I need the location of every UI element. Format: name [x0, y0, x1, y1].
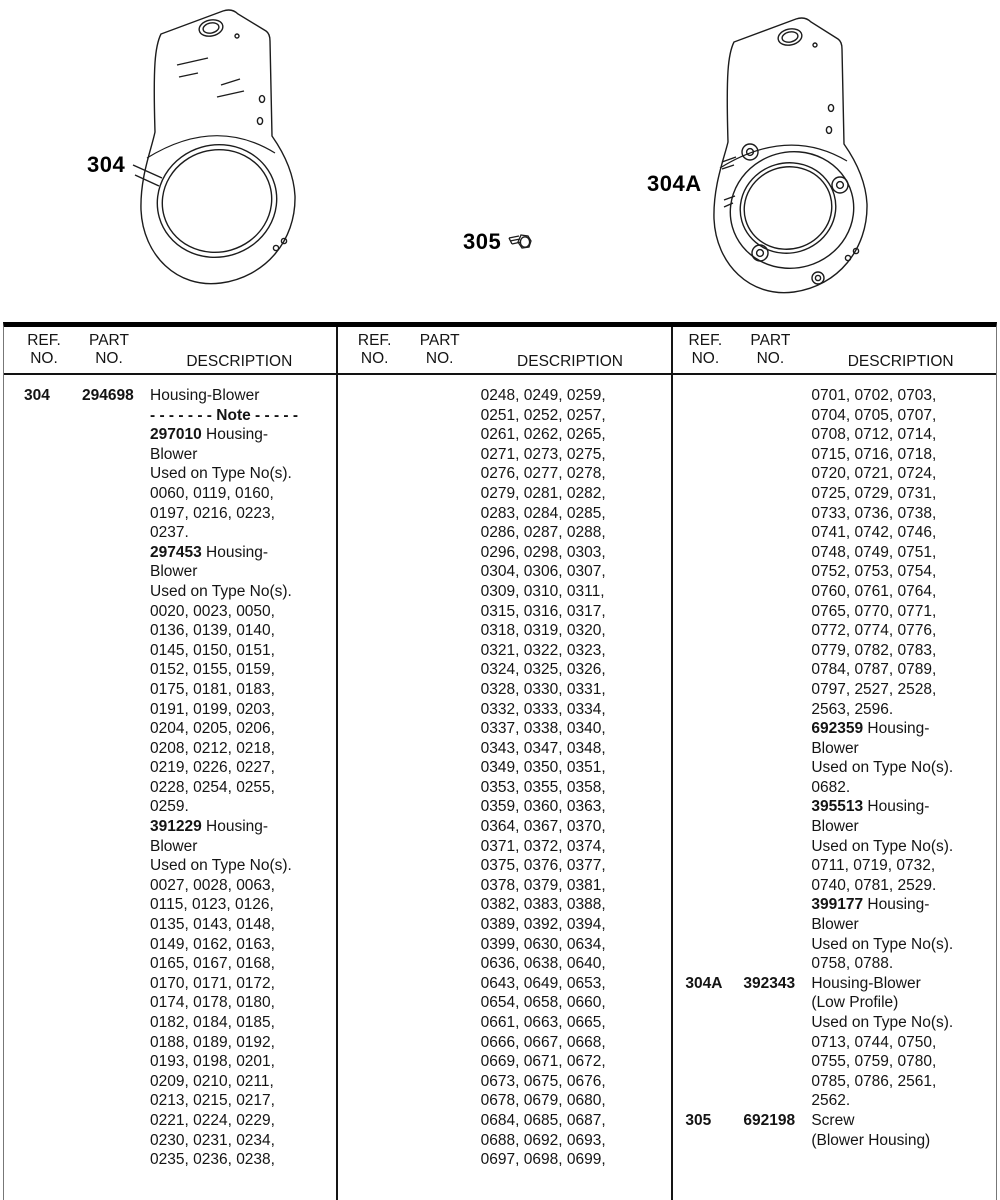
description-line: 0135, 0143, 0148,	[150, 916, 275, 934]
description-line: Used on Type No(s).	[150, 857, 292, 875]
screw-icon	[506, 231, 534, 255]
description-line: 2563, 2596.	[811, 700, 894, 718]
description-line: 0149, 0162, 0163,	[150, 935, 275, 953]
description-line: Used on Type No(s).	[811, 1014, 954, 1031]
description-line: 0784, 0787, 0789,	[811, 661, 937, 679]
description-line: Used on Type No(s).	[150, 465, 292, 483]
table-column-2	[335, 375, 666, 1200]
table-column-1	[4, 375, 335, 1200]
description-line: 0378, 0379, 0381,	[480, 876, 606, 894]
description-line: 0704, 0705, 0707,	[811, 406, 937, 424]
description-line: 0170, 0171, 0172,	[150, 974, 275, 992]
ref-no-cell	[355, 386, 413, 1170]
description-line: 0193, 0198, 0201,	[150, 1053, 275, 1071]
description-line: 0701, 0702, 0703,	[811, 387, 937, 404]
description-line: 0283, 0284, 0285,	[480, 504, 606, 522]
description-line: 0741, 0742, 0746,	[811, 524, 937, 542]
description-line: 0235, 0236, 0238,	[150, 1151, 275, 1169]
description-line: Screw	[811, 1111, 855, 1129]
description-line: 0785, 0786, 2561,	[811, 1072, 937, 1090]
table-column-divider	[671, 327, 673, 1200]
ref-no-header: REF. NO.	[357, 332, 392, 367]
description-line: 0328, 0330, 0331,	[480, 680, 606, 698]
description-line: Used on Type No(s).	[150, 582, 292, 600]
description-line: 0661, 0663, 0665,	[480, 1014, 606, 1031]
ref-no-cell	[685, 386, 743, 974]
table-row	[665, 1111, 996, 1150]
description-line: 0175, 0181, 0183,	[150, 680, 275, 698]
blower-housing-304a-figure	[700, 10, 895, 305]
description-line: 0752, 0753, 0754,	[811, 563, 937, 581]
description-line: Blower	[811, 739, 859, 757]
table-column-3	[665, 375, 996, 1200]
ref-no-header: REF. NO.	[27, 332, 61, 367]
part-no-header: PART NO.	[750, 332, 791, 367]
table-header-group	[335, 327, 666, 373]
table-column-divider	[336, 327, 338, 1200]
table-row	[665, 974, 996, 1111]
description-line: 2562.	[811, 1092, 851, 1110]
ref-no-cell: 304	[24, 387, 50, 404]
description-line: 0209, 0210, 0211,	[150, 1072, 274, 1090]
description-line: 0760, 0761, 0764,	[811, 582, 937, 600]
description-line: 0259.	[150, 798, 189, 816]
description-line: Blower	[150, 563, 198, 581]
part-label-304a: 304A	[647, 171, 702, 196]
description-line: 0315, 0316, 0317,	[480, 602, 606, 620]
description-line: 0343, 0347, 0348,	[480, 739, 606, 757]
description-line: 0237.	[150, 524, 189, 542]
description-line: 0779, 0782, 0783,	[811, 641, 937, 659]
description-line: 0353, 0355, 0358,	[480, 778, 606, 796]
description-line: 0740, 0781, 2529.	[811, 876, 937, 894]
description-cell	[811, 974, 996, 1111]
description-line: 0145, 0150, 0151,	[150, 641, 275, 659]
description-line: 0318, 0319, 0320,	[480, 622, 606, 640]
description-line: 0748, 0749, 0751,	[811, 543, 937, 561]
table-header-group	[665, 327, 996, 373]
description-line: 0399, 0630, 0634,	[480, 935, 606, 953]
description-line: 399177 Housing-	[811, 896, 930, 914]
description-line: 395513 Housing-	[811, 798, 930, 816]
description-line: 0332, 0333, 0334,	[480, 700, 606, 718]
description-line: Blower	[811, 818, 859, 836]
description-line: 0191, 0199, 0203,	[150, 700, 275, 718]
description-line: 0713, 0744, 0750,	[811, 1033, 937, 1051]
description-line: 0364, 0367, 0370,	[480, 818, 606, 836]
description-line: 297453 Housing-	[150, 543, 269, 561]
ref-no-cell: 304A	[685, 974, 723, 992]
description-line: 0673, 0675, 0676,	[480, 1072, 606, 1090]
description-line: 0136, 0139, 0140,	[150, 622, 275, 640]
description-line: 0204, 0205, 0206,	[150, 720, 275, 738]
part-no-header: PART NO.	[89, 332, 129, 367]
part-no-cell: 294698	[82, 387, 134, 404]
description-line: 0276, 0277, 0278,	[480, 465, 606, 483]
table-row	[665, 386, 996, 974]
description-cell	[811, 386, 996, 974]
description-line: 0296, 0298, 0303,	[480, 543, 606, 561]
description-line: 0359, 0360, 0363,	[480, 798, 606, 816]
description-line: Used on Type No(s).	[811, 759, 954, 777]
description-cell	[481, 386, 666, 1170]
description-line: 0271, 0273, 0275,	[480, 445, 606, 463]
description-line: Housing-Blower	[811, 974, 921, 992]
description-line: 0797, 2527, 2528,	[811, 680, 937, 698]
description-line: 0337, 0338, 0340,	[480, 720, 606, 738]
description-line: 0060, 0119, 0160,	[150, 484, 274, 502]
description-line: 0152, 0155, 0159,	[150, 661, 275, 679]
description-line: - - - - - - - Note - - - - -	[150, 406, 299, 424]
description-line: Blower	[811, 916, 859, 934]
table-header-group	[4, 327, 335, 373]
description-line: 0643, 0649, 0653,	[480, 974, 606, 992]
description-line: 0115, 0123, 0126,	[150, 896, 274, 914]
description-line: 0251, 0252, 0257,	[480, 406, 606, 424]
description-line: 0636, 0638, 0640,	[480, 955, 606, 973]
description-line: 0321, 0322, 0323,	[480, 641, 606, 659]
description-line: 0371, 0372, 0374,	[480, 837, 606, 855]
part-no-cell: 392343	[743, 974, 796, 992]
description-line: 0375, 0376, 0377,	[480, 857, 606, 875]
description-line: 0666, 0667, 0668,	[480, 1033, 606, 1051]
description-line: 0188, 0189, 0192,	[150, 1033, 275, 1051]
parts-table	[3, 322, 997, 1200]
description-line: 0230, 0231, 0234,	[150, 1131, 275, 1149]
description-line: (Low Profile)	[811, 994, 899, 1012]
description-line: Housing-Blower	[150, 387, 260, 404]
description-header: DESCRIPTION	[186, 353, 293, 370]
description-line: (Blower Housing)	[811, 1131, 931, 1149]
table-row	[335, 386, 666, 1170]
description-line: 0682.	[811, 778, 851, 796]
ref-no-cell: 305	[685, 1111, 712, 1129]
table-header	[4, 327, 996, 375]
description-line: 0261, 0262, 0265,	[480, 426, 606, 444]
description-line: 0678, 0679, 0680,	[480, 1092, 606, 1110]
description-line: 297010 Housing-	[150, 426, 269, 444]
description-line: 0772, 0774, 0776,	[811, 622, 937, 640]
ref-no-header: REF. NO.	[688, 332, 723, 367]
description-line: 0765, 0770, 0771,	[811, 602, 937, 620]
description-line: 0725, 0729, 0731,	[811, 484, 937, 502]
description-line: Used on Type No(s).	[811, 837, 954, 855]
description-line: 0213, 0215, 0217,	[150, 1092, 275, 1110]
table-body	[4, 375, 996, 1200]
blower-housing-304-figure	[125, 4, 325, 296]
description-line: 0248, 0249, 0259,	[480, 387, 606, 404]
description-line: 0324, 0325, 0326,	[480, 661, 606, 679]
part-no-cell: 692198	[743, 1111, 796, 1129]
description-line: 0389, 0392, 0394,	[480, 916, 606, 934]
description-header: DESCRIPTION	[847, 353, 954, 370]
description-line: 0708, 0712, 0714,	[811, 426, 937, 444]
table-row	[4, 386, 335, 1170]
description-line: 0382, 0383, 0388,	[480, 896, 606, 914]
description-line: 0309, 0310, 0311,	[480, 582, 605, 600]
description-line: 0720, 0721, 0724,	[811, 465, 937, 483]
description-line: Used on Type No(s).	[811, 935, 954, 953]
description-line: Blower	[150, 837, 198, 855]
part-label-304: 304	[87, 152, 126, 177]
description-header: DESCRIPTION	[517, 353, 623, 370]
description-line: 0027, 0028, 0063,	[150, 876, 275, 894]
description-line: 0758, 0788.	[811, 955, 894, 973]
part-label-305: 305	[463, 229, 502, 254]
description-line: 0221, 0224, 0229,	[150, 1111, 275, 1129]
description-line: 0286, 0287, 0288,	[480, 524, 606, 542]
description-line: 0654, 0658, 0660,	[480, 994, 606, 1012]
part-no-cell	[743, 386, 811, 974]
part-no-cell	[413, 386, 481, 1170]
description-line: 0020, 0023, 0050,	[150, 602, 275, 620]
description-cell	[150, 386, 335, 1170]
description-line: 0197, 0216, 0223,	[150, 504, 275, 522]
description-line: 0715, 0716, 0718,	[811, 445, 937, 463]
description-line: 0165, 0167, 0168,	[150, 955, 275, 973]
description-cell	[811, 1111, 996, 1150]
description-line: 0304, 0306, 0307,	[480, 563, 606, 581]
description-line: 692359 Housing-	[811, 720, 930, 738]
description-line: 0228, 0254, 0255,	[150, 778, 275, 796]
description-line: 0684, 0685, 0687,	[480, 1111, 606, 1129]
description-line: 0697, 0698, 0699,	[480, 1151, 606, 1169]
description-line: 0733, 0736, 0738,	[811, 504, 937, 522]
description-line: 0711, 0719, 0732,	[811, 857, 936, 875]
description-line: 0182, 0184, 0185,	[150, 1014, 275, 1031]
description-line: 0669, 0671, 0672,	[480, 1053, 606, 1071]
description-line: Blower	[150, 445, 198, 463]
description-line: 0755, 0759, 0780,	[811, 1053, 937, 1071]
description-line: 0174, 0178, 0180,	[150, 994, 275, 1012]
description-line: 0349, 0350, 0351,	[480, 759, 606, 777]
description-line: 0219, 0226, 0227,	[150, 759, 275, 777]
description-line: 0688, 0692, 0693,	[480, 1131, 606, 1149]
part-no-header: PART NO.	[419, 332, 460, 367]
description-line: 0279, 0281, 0282,	[480, 484, 606, 502]
description-line: 0208, 0212, 0218,	[150, 739, 275, 757]
description-line: 391229 Housing-	[150, 818, 269, 836]
